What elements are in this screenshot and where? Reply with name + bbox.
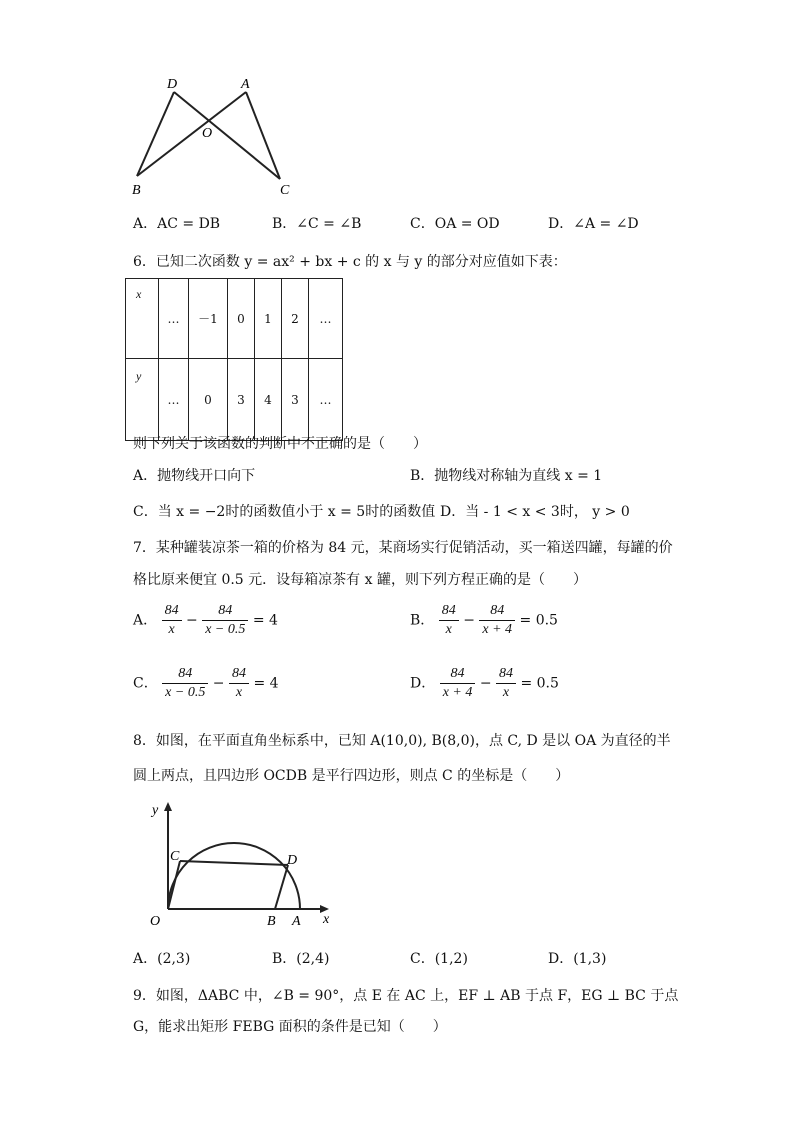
q7-option-b: B． $\frac{84}{x}$ − $\frac{84}{x + 4}$ = 0.5	[410, 603, 558, 637]
table-cell: y	[126, 359, 159, 441]
label-c: C	[170, 849, 180, 864]
q6-option-b: B．抛物线对称轴为直线 x = 1	[410, 468, 603, 484]
segment-db	[137, 92, 174, 176]
semicircle-arc	[168, 843, 300, 909]
label-a: A	[292, 914, 301, 928]
table-cell: …	[309, 279, 343, 359]
q8-option-c: C．(1,2)	[410, 951, 468, 967]
q6-value-table	[125, 278, 343, 441]
q7-option-d: D． $\frac{84}{x + 4}$ − $\frac{84}{x}$ = 0.5	[410, 666, 559, 700]
table-cell: 2	[282, 279, 309, 359]
label-y: y	[152, 803, 159, 818]
q8-option-a: A．(2,3)	[133, 951, 191, 967]
segment-oc	[168, 861, 180, 909]
q7-option-a: A． $\frac{84}{x}$ − $\frac{84}{x - 0.5}$ = 4	[133, 603, 278, 637]
label-b: B	[132, 183, 141, 198]
table-cell: 0	[189, 359, 228, 441]
label-x: x	[323, 912, 330, 927]
q7-line2: 格比原来便宜 0.5 元．设每箱凉茶有 x 罐，则下列方程正确的是（ ）	[133, 572, 587, 588]
table-cell: x	[126, 279, 159, 359]
q8-line2: 圆上两点，且四边形 OCDB 是平行四边形，则点 C 的坐标是（ ）	[133, 768, 570, 784]
label-b: B	[267, 914, 276, 928]
q6-option-c: C．当 x = −2时的函数值小于 x = 5时的函数值	[133, 504, 436, 520]
q5-option-d: D．∠A = ∠D	[548, 216, 639, 232]
table-cell: 4	[255, 359, 282, 441]
q5-option-c: C．OA = OD	[410, 216, 500, 232]
q8-option-b: B．(2,4)	[272, 951, 330, 967]
label-d: D	[287, 853, 298, 868]
q6-option-a: A．抛物线开口向下	[133, 468, 256, 484]
y-axis-arrow	[164, 802, 172, 811]
table-cell: …	[309, 359, 343, 441]
q9-line1: 9．如图，ΔABC 中，∠B = 90°，点 E 在 AC 上，EF ⊥ AB 于点 F，EG ⊥ BC 于点	[133, 988, 679, 1004]
q8-line1: 8．如图，在平面直角坐标系中，已知 A(10,0), B(8,0)，点 C, D 是以 OA 为直径的半	[133, 733, 671, 749]
q8-figure	[143, 798, 343, 928]
q9-line2: G，能求出矩形 FEBG 面积的条件是已知（ ）	[133, 1019, 447, 1035]
label-o: O	[202, 126, 213, 141]
table-cell: …	[159, 279, 189, 359]
table-cell: 1	[255, 279, 282, 359]
q6-option-d: D．当 - 1 < x < 3时， y > 0	[440, 504, 630, 520]
q5-option-b: B．∠C = ∠B	[272, 216, 362, 232]
table-cell: …	[159, 359, 189, 441]
q7-option-c: C． $\frac{84}{x - 0.5}$ − $\frac{84}{x}$ = 4	[133, 666, 279, 700]
label-a: A	[241, 77, 250, 92]
segment-db	[275, 865, 288, 909]
table-cell: －1	[189, 279, 228, 359]
q6-question: 则下列关于该函数的判断中不正确的是（ ）	[133, 436, 427, 452]
segment-ab	[137, 92, 246, 176]
q5-option-a: A．AC = DB	[133, 216, 221, 232]
table-cell: 3	[282, 359, 309, 441]
q8-option-d: D．(1,3)	[548, 951, 607, 967]
table-row-x	[126, 279, 343, 359]
q7-line1: 7．某种罐装凉茶一箱的价格为 84 元，某商场实行促销活动，买一箱送四罐，每罐的价	[133, 540, 673, 556]
table-cell: 0	[228, 279, 255, 359]
label-d: D	[167, 77, 178, 92]
q6-stem: 6．已知二次函数 y = ax² + bx + c 的 x 与 y 的部分对应值如下表：	[133, 254, 567, 270]
label-o: O	[150, 914, 161, 928]
table-cell: 3	[228, 359, 255, 441]
segment-cd	[180, 861, 288, 865]
q5-figure	[125, 72, 305, 200]
label-c: C	[280, 183, 290, 198]
table-row-y	[126, 359, 343, 441]
